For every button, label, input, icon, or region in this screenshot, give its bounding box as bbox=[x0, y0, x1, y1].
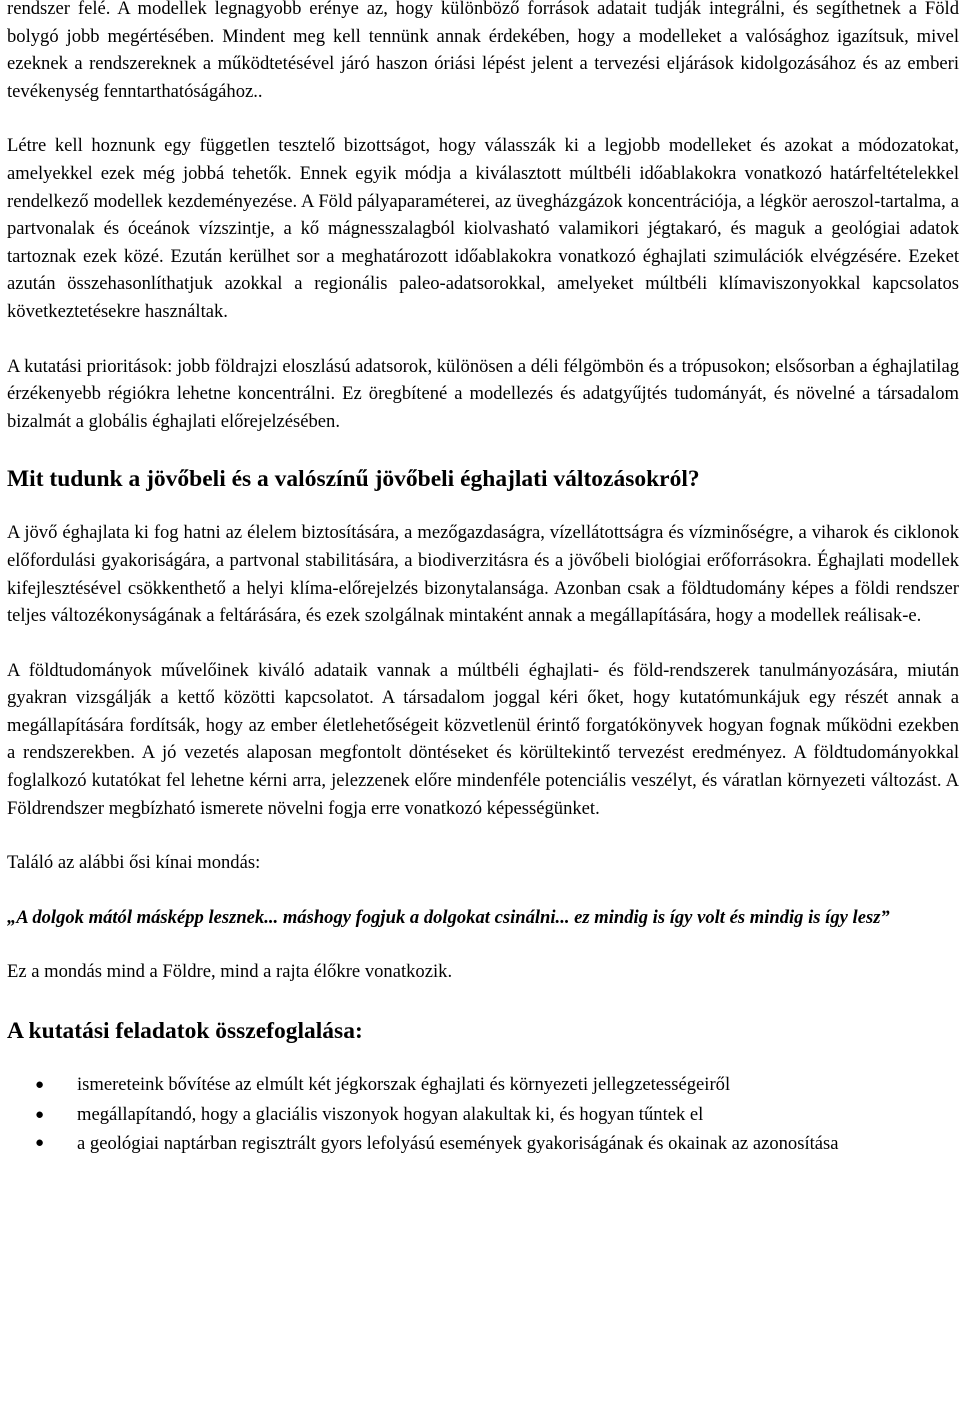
heading-research-summary: A kutatási feladatok összefoglalása: bbox=[7, 1018, 363, 1045]
paragraph-saying-applies: Ez a mondás mind a Földre, mind a rajta élőkre vonatkozik. bbox=[7, 961, 453, 983]
list-item-text: a geológiai naptárban regisztrált gyors lefolyású események gyakoriságának és okainak az azonosítása bbox=[77, 1133, 839, 1155]
bullet-icon: ● bbox=[35, 1135, 45, 1152]
bullet-icon: ● bbox=[35, 1077, 45, 1094]
heading-future-climate: Mit tudunk a jövőbeli és a valószínű jövőbeli éghajlati változásokról? bbox=[7, 466, 700, 493]
paragraph-earth-sciences: A földtudományok művelőinek kiváló adataik vannak a múltbéli éghajlati- és föld-rendszerek tanulmányozására, miután gyakran vizsgálják a kettő közötti kapcsolatot. A társadalom joggal kéri őket, hogy kutatómunkájuk egy részét annak a megállapítására fordítsák, hogy az ember életlehetőségeit közvetlenül érintő forgatókönyvek hogyan fognak működni ezekben a rendszerekben. A jó vezetés alaposan megfontolt döntéseket és körültekintő tervezést eredményez. A földtudományokkal foglalkozó kutatókat fel lehetne kérni arra, jelezzenek előre mindenféle potenciális veszélyt, és váratlan környezeti változást. A Földrendszer megbízható ismerete növelni fogja erre vonatkozó képességünket. bbox=[7, 659, 959, 819]
list-item bbox=[7, 1130, 959, 1158]
paragraph-research-priorities: A kutatási prioritások: jobb földrajzi eloszlású adatsorok, különösen a déli félgömbön és a trópusokon; elsősorban a éghajlatilag érzékenyebb régiókra lehetne koncentrálni. Ez öregbítené a modellezés és adatgyűjtés tudományát, és növelné a társadalom bizalmát a globális éghajlati előrejelzésében. bbox=[7, 355, 959, 432]
paragraph-chinese-saying-intro: Találó az alábbi ősi kínai mondás: bbox=[7, 852, 261, 874]
paragraph-models-intro: rendszer felé. A modellek legnagyobb erénye az, hogy különböző források adatait tudják integrálni, és segíthetnek a Föld bolygó jobb megértésében. Mindent meg kell tennünk annak érdekében, hogy a modelleket a valósághoz igazítsuk, mivel ezeknek a rendszereknek a működtetésével járó haszon óriási lépést jelent a tervezési eljárások kidolgozásához és az emberi tevékenység fenntarthatóságához.. bbox=[7, 0, 959, 102]
research-tasks-list bbox=[7, 1070, 959, 1158]
paragraph-future-climate-impact: A jövő éghajlata ki fog hatni az élelem biztosítására, a mezőgazdaságra, vízellátottságra és vízminőségre, a viharok és ciklonok előfordulási gyakoriságára, a partvonal stabilitására, a biodiverzitásra és a jövőbeli biológiai erőforrásokra. Éghajlati modellek kifejlesztésével csökkenthető a helyi klíma-előrejelzés bizonytalansága. Azonban csak a földtudomány képes a földi rendszer teljes változékonyságának a feltárására, és ezek szolgálnak mintaként annak a megállapítására, hogy a modellek reálisak-e. bbox=[7, 522, 959, 627]
list-item-text: ismereteink bővítése az elmúlt két jégkorszak éghajlati és környezeti jellegzetességeiről bbox=[77, 1074, 731, 1096]
chinese-saying-quote: „A dolgok mától másképp lesznek... máshogy fogjuk a dolgokat csinálni... ez mindig is így volt és mindig is így lesz” bbox=[7, 906, 890, 928]
document-page bbox=[7, 0, 959, 1158]
list-item-text: megállapítandó, hogy a glaciális viszonyok hogyan alakultak ki, és hogyan tűntek el bbox=[77, 1104, 704, 1126]
list-item bbox=[7, 1070, 959, 1100]
paragraph-testing-committee: Létre kell hoznunk egy független tesztelő bizottságot, hogy válasszák ki a legjobb modelleket és azokat a módozatokat, amelyekkel ezek még jobbá tehetők. Ennek egyik módja a kiválasztott múltbéli időablakokra vonatkozó határfeltételekkel rendelkező modellek kezdeményezése. A Föld pályaparaméterei, az üvegházgázok koncentrációja, a légkör aeroszol-tartalma, a partvonalak és óceánok vízszintje, a kő mágnesszalagból kiolvasható valamikori jégtakaró, és maguk a geológiai adatok tartoznak ezek közé. Ezután kerülhet sor a meghatározott időablakokra vonatkozó éghajlati szimulációk elvégzésére. Ezeket azután összehasonlíthatjuk azokkal a regionális paleo-adatsorokkal, amelyeket múltbéli klímaviszonyokkal kapcsolatos következtetésekre használtak. bbox=[7, 135, 959, 322]
list-item bbox=[7, 1100, 959, 1130]
bullet-icon: ● bbox=[35, 1107, 45, 1124]
